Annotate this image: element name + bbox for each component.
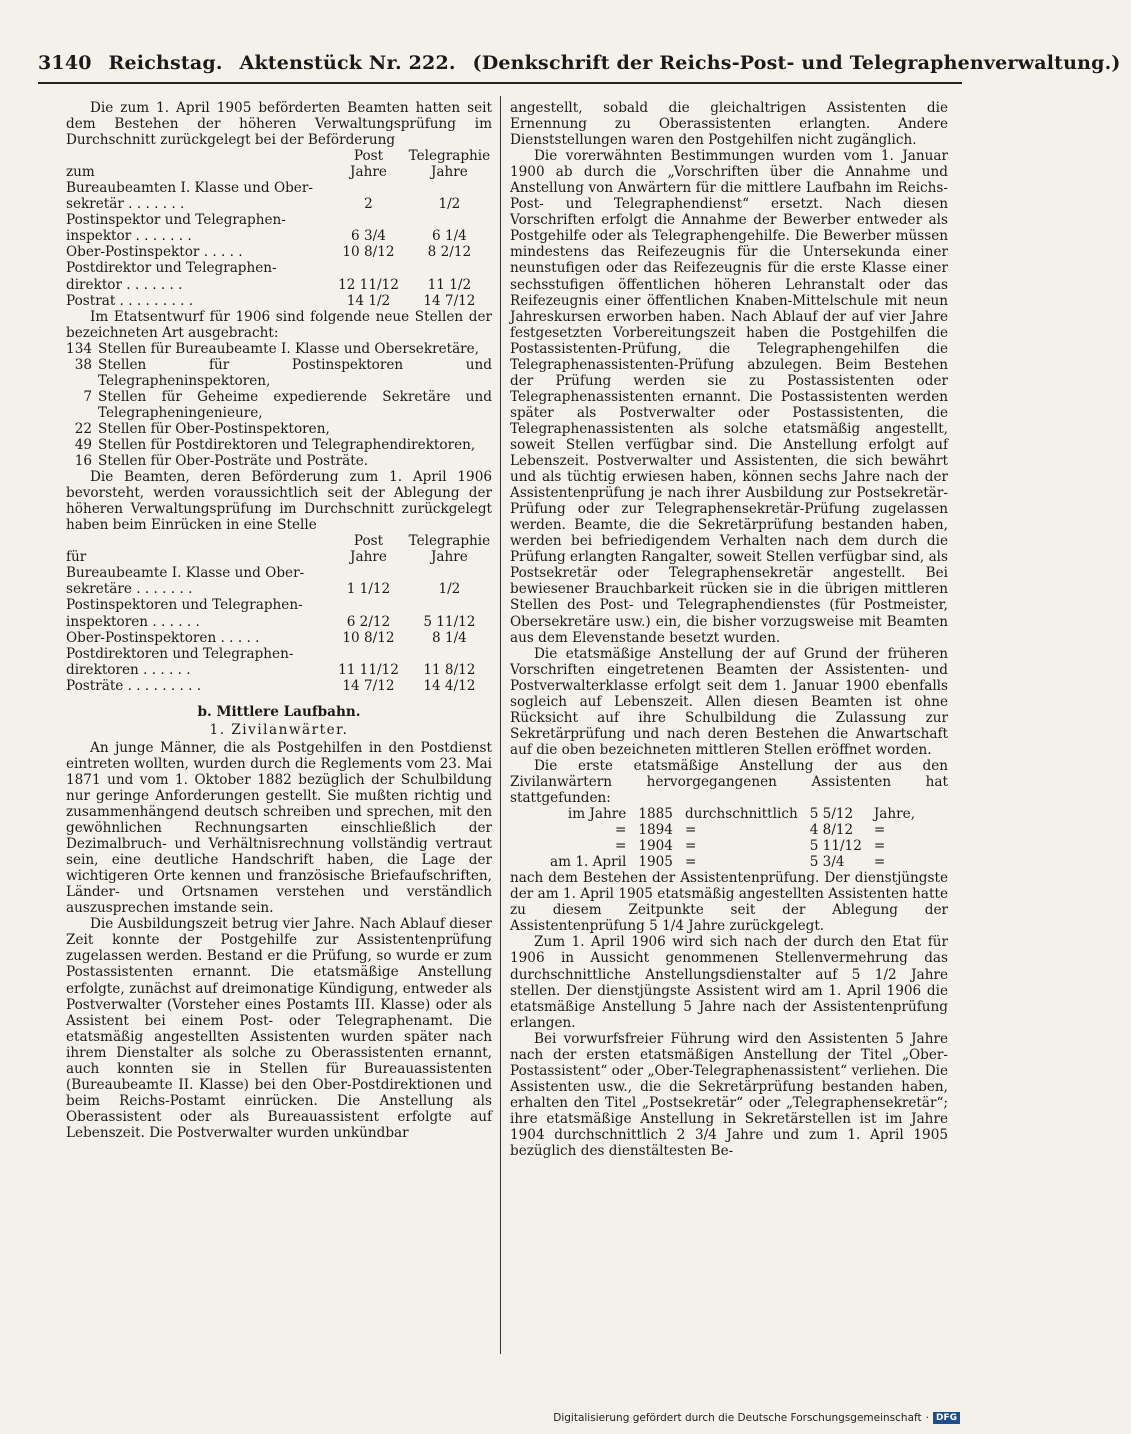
right-p3: Die etatsmäßige Anstellung der auf Grund der früheren Vorschriften eingetretenen Beamten der Assistenten- und Postverwalterklasse erfolgt seit dem 1. Januar 1900 ebenfalls sogleich auf Lebenszeit. Allen diesen Beamten ist ohne Rücksicht auf ihre Schulbildung die Zulassung zur Sekretärprüfung und nach deren Bestehen die Anwartschaft auf die oben bezeichneten mittleren Stellen eröffnet worden. — [510, 645, 948, 758]
t1-head-tel: Telegraphie — [408, 148, 491, 165]
left-p2: Im Etatsentwurf für 1906 sind folgende neue Stellen der bezeichneten Art ausgebracht: — [66, 308, 492, 341]
t2-r2-post: 10 8/12 — [342, 629, 395, 646]
t1-r2-post: 10 8/12 — [342, 244, 395, 261]
t1-r0-post: 2 — [364, 196, 373, 213]
footer-text: Digitalisierung gefördert durch die Deutsche Forschungsgemeinschaft — [553, 1412, 922, 1424]
footer-separator-dot: · — [925, 1412, 929, 1424]
t1-r3-post: 12 11/12 — [338, 276, 399, 293]
t1-unit-tel: Jahre — [430, 164, 468, 181]
t2-r4-l2: Posträte . . . . . . . . . — [66, 677, 202, 694]
t2-r3-l2: direktoren . . . . . . — [66, 661, 191, 678]
t2-r1-l1: Postinspektoren und Telegraphen- — [66, 597, 303, 614]
right-p2: Die vorerwähnten Bestimmungen wurden vom 1. Januar 1900 ab durch die „Vorschriften über die Annahme und Anstellung von Anwärtern für die mittlere Laufbahn im Reichs-Post- und Telegraphendienst“ ersetzt. Nach diesen Vorschriften erfolgt die Annahme der Bewerber entweder als Postgehilfe oder als Telegraphengehilfe. Die Bewerber müssen mindestens das Reifezeugnis für die Untersekunda einer neunstufigen oder das Reifezeugnis für die erste Klasse einer sechsstufigen öffentlichen höheren Lehranstalt oder das Reifezeugnis einer öffentlichen Knaben-Mittelschule mit neun Jahreskursen erworben haben. Nach Ablauf der auf vier Jahre festgesetzten Vorbereitungszeit haben die Postgehilfen die Postassistenten-Prüfung, die Telegraphengehilfen die Telegraphenassistenten-Prüfung abzulegen. Beim Bestehen der Prüfung werden sie zu Postassistenten oder Telegraphenassistenten ernannt. Die Postassistenten werden später als Postverwalter oder Postassistenten, die Telegraphenassistenten als solche etatsmäßig angestellt, soweit Stellen verfügbar sind. Die Anstellung erfolgt auf Lebenszeit. Postverwalter und Assistenten, die sich bewährt und als tüchtig erwiesen haben, können sechs Jahre nach der Assistentenprüfung je nach ihrer Ausbildung zur Postsekretär-Prüfung oder zur Telegraphensekretär-Prüfung zugelassen werden. Beamte, die die Sekretärprüfung bestanden haben, werden bei befriedigendem Verhalten nach dem durch die Prüfung erlangten Rangalter, soweit Stellen verfügbar sind, als Postsekretär oder Telegraphensekretär angestellt. Bei bewiesener Brauchbarkeit rücken sie in die übrigen mittleren Stellen des Post- und Telegraphendienstes (für Postmeister, Obersekretäre usw.) ein, die bisher vorzugsweise mit Beamten aus dem Elevenstande besetzt wurden. — [510, 148, 948, 646]
list-item: 38 Stellen für Postinspektoren und Telegrapheninspektoren, — [74, 356, 492, 389]
right-column — [510, 100, 948, 1159]
t1-r1-post: 6 3/4 — [351, 228, 386, 245]
t1-row-head: zum — [66, 164, 95, 181]
t1-r2-tel: 8 2/12 — [427, 244, 472, 261]
right-p6: Zum 1. April 1906 wird sich nach der durch den Etat für 1906 in Aussicht genommenen Stellenvermehrung das durchschnittliche Anstellungsdienstalter auf 5 1/2 Jahre stellen. Der dienstjüngste Assistent wird am 1. April 1906 die etatsmäßige Anstellung 5 Jahre nach der Assistentenprüfung erlangen. — [510, 934, 948, 1031]
section-heading-1: 1. Zivilanwärter. — [209, 721, 349, 738]
t2-r2-l2: Ober-Postinspektoren . . . . . — [66, 629, 260, 646]
t2-r3-l1: Postdirektoren und Telegraphen- — [66, 645, 294, 662]
t1-unit-post: Jahre — [350, 164, 387, 181]
t1-r4-tel: 14 7/12 — [423, 292, 476, 309]
table-row: = 1894 = 4 8/12 = — [614, 822, 886, 839]
t2-head-tel: Telegraphie — [408, 533, 491, 550]
table-row: am 1. April 1905 = 5 3/4 = — [550, 854, 886, 871]
table-2 — [66, 533, 492, 693]
header-rule — [38, 82, 962, 84]
header-title-c: (Denkschrift der Reichs-Post- und Telegraphenverwaltung.) — [472, 52, 1121, 74]
page-number: 3140 — [38, 52, 92, 74]
t2-r0-tel: 1/2 — [438, 581, 461, 598]
t2-r1-l2: inspektoren . . . . . . — [66, 613, 200, 630]
table-row: = 1904 = 5 11/12 = — [614, 838, 886, 855]
left-intro: Die zum 1. April 1905 beförderten Beamten hatten seit dem Bestehen der höheren Verwaltungsprüfung im Durchschnitt zurückgelegt bei der Beförderung — [66, 100, 492, 149]
t1-r1-tel: 6 1/4 — [431, 228, 467, 245]
right-p1: angestellt, sobald die gleichaltrigen Assistenten die Ernennung zu Oberassistenten erlangten. Andere Dienststellungen waren den Postgehilfen nicht zugänglich. — [510, 100, 948, 149]
right-p7: Bei vorwurfsfreier Führung wird den Assistenten 5 Jahre nach der ersten etatsmäßigen Anstellung der Titel „Ober-Postassistent“ oder „Ober-Telegraphenassistent“ verliehen. Die Assistenten usw., die die Sekretärprüfung bestanden haben, erhalten den Titel „Postsekretär“ oder „Telegraphensekretär“; ihre etatsmäßige Anstellung in Sekretärstellen ist im Jahre 1904 durchschnittlich 2 3/4 Jahre und zum 1. April 1905 bezüglich des dienstältesten Be- — [510, 1030, 948, 1160]
t1-r3-tel: 11 1/2 — [427, 276, 472, 293]
t1-r4-l2: Postrat . . . . . . . . . — [66, 292, 194, 309]
header-title-a: Reichstag. — [108, 52, 223, 74]
t2-r0-l2: sekretäre . . . . . . . — [66, 581, 193, 598]
page-header — [38, 52, 1121, 74]
table-row: im Jahre 1885 durchschnittlich 5 5/12 Jahre, — [567, 806, 916, 823]
t2-r0-post: 1 1/12 — [346, 581, 391, 598]
list-item: 7 Stellen für Geheime expedierende Sekretäre und Telegrapheningenieure, — [83, 388, 492, 421]
t1-r2-l2: Ober-Postinspektor . . . . . — [66, 244, 243, 261]
t1-r0-tel: 1/2 — [438, 196, 461, 213]
list-item: 16 Stellen für Ober-Posträte und Posträte. — [74, 453, 369, 470]
list-item: 49 Stellen für Postdirektoren und Telegraphendirektoren, — [74, 436, 476, 453]
t2-r2-tel: 8 1/4 — [431, 629, 467, 646]
t2-r3-tel: 11 8/12 — [423, 661, 476, 678]
t1-r3-l1: Postdirektor und Telegraphen- — [66, 260, 277, 277]
left-p3: Die Beamten, deren Beförderung zum 1. April 1906 bevorsteht, werden voraussichtlich seit der Ablegung der höheren Verwaltungsprüfung im Durchschnitt zurückgelegt haben beim Einrücken in eine Stelle — [66, 469, 492, 534]
header-title-b: Aktenstück Nr. 222. — [239, 52, 456, 74]
dfg-logo: DFG — [933, 1412, 960, 1424]
t1-r1-l1: Postinspektor und Telegraphen- — [66, 212, 286, 229]
t2-r4-tel: 14 4/12 — [423, 677, 476, 694]
t2-unit-post: Jahre — [350, 549, 387, 566]
appointment-years-table — [544, 806, 921, 870]
list-item: 134 Stellen für Bureaubeamte I. Klasse und Obersekretäre, — [66, 340, 480, 357]
t2-row-head: für — [66, 549, 87, 566]
right-p5: nach dem Bestehen der Assistentenprüfung. Der dienstjüngste der am 1. April 1905 etatsmäßig angestellten Assistenten hatte zu diesem Zeitpunkte seit der Ablegung der Assistentenprüfung 5 1/4 Jahre zurückgelegt. — [510, 870, 948, 935]
t2-r0-l1: Bureaubeamte I. Klasse und Ober- — [66, 565, 305, 582]
t2-r4-post: 14 7/12 — [342, 677, 395, 694]
t2-r1-tel: 5 11/12 — [423, 613, 476, 630]
left-p5: Die Ausbildungszeit betrug vier Jahre. Nach Ablauf dieser Zeit konnte der Postgehilfe zur Assistentenprüfung zugelassen werden. Bestand er die Prüfung, so wurde er zum Postassistenten ernannt. Die etatsmäßige Anstellung erfolgte, zunächst auf dreimonatige Kündigung, entweder als Postverwalter (Vorsteher eines Postamts III. Klasse) oder als Assistent bei einem Post- oder Telegraphenamt. Die etatsmäßig angestellten Assistenten wurden später nach ihrem Dienstalter als solche zu Oberassistenten ernannt, auch konnten sie in Stellen für Bureauassistenten (Bureaubeamte II. Klasse) bei den Ober-Postdirektionen und beim Reichs-Postamt einrücken. Die Anstellung als Oberassistent oder als Bureauassistent erfolgte auf Lebenszeit. Die Postverwalter wurden unkündbar — [66, 916, 492, 1141]
t1-r3-l2: direktor . . . . . . . — [66, 276, 183, 293]
left-p4: An junge Männer, die als Postgehilfen in den Postdienst eintreten wollten, wurden durch die Reglements vom 23. Mai 1871 und vom 1. Oktober 1882 bezüglich der Schulbildung nur geringe Anforderungen gestellt. Sie mußten richtig und zusammenhängend deutsch schreiben und sprechen, mit den gewöhnlichen Rechnungsarten einschließlich der Dezimalbruch- und Verhältnisrechnung vollständig vertraut sein, eine deutliche Handschrift haben, die Lage der wichtigeren Orte kennen und französische Briefaufschriften, Länder- und Ortsnamen verstehen und verständlich auszusprechen imstande sein. — [66, 739, 492, 917]
t1-r4-post: 14 1/2 — [346, 292, 391, 309]
right-p4: Die erste etatsmäßige Anstellung der aus den Zivilanwärtern hervorgegangenen Assistenten hat stattgefunden: — [510, 757, 948, 807]
section-heading-b: b. Mittlere Laufbahn. — [197, 703, 361, 720]
t2-unit-tel: Jahre — [430, 549, 468, 566]
table-1 — [66, 148, 492, 308]
t2-r3-post: 11 11/12 — [338, 661, 399, 678]
left-column — [66, 100, 492, 1141]
new-positions-list — [66, 341, 492, 469]
column-divider — [500, 96, 501, 1354]
t1-r1-l2: inspektor . . . . . . . — [66, 228, 192, 245]
list-item: 22 Stellen für Ober-Postinspektoren, — [74, 420, 330, 437]
t1-r0-l2: sekretär . . . . . . . — [66, 196, 185, 213]
t1-head-post: Post — [353, 148, 384, 165]
t2-r1-post: 6 2/12 — [346, 613, 391, 630]
t1-r0-l1: Bureaubeamten I. Klasse und Ober- — [66, 180, 313, 197]
t2-head-post: Post — [353, 533, 384, 550]
footer — [553, 1412, 960, 1424]
